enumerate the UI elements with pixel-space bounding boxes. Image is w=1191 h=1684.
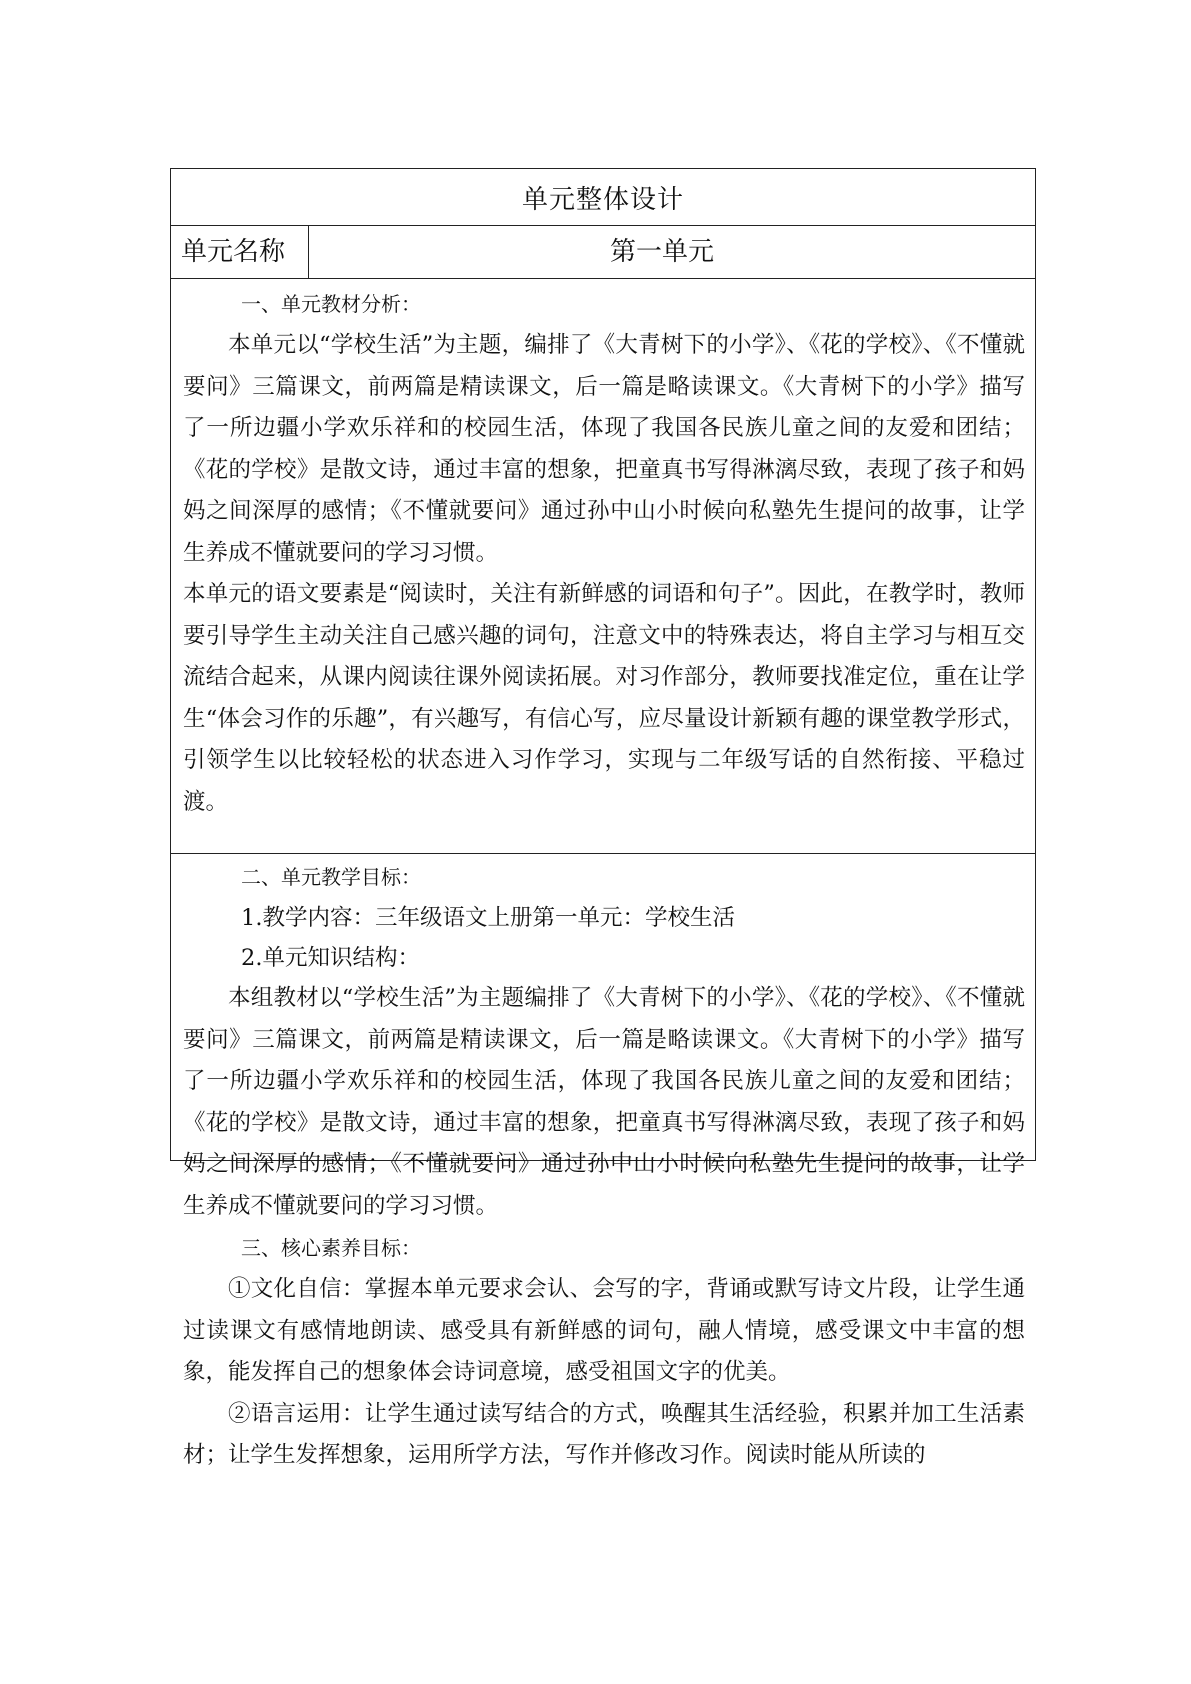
section3-paragraph-2: ②语言运用：让学生通过读写结合的方式，唤醒其生活经验，积累并加工生活素材；让学生发挥想象，运用所学方法，写作并修改习作。阅读时能从所读的 [183,1400,1025,1468]
section3-heading: 三、核心素养目标： [241,1236,421,1260]
textbook-analysis-section [171,279,1035,854]
section2-item-1: 1.教学内容：三年级语文上册第一单元：学校生活 [241,905,735,931]
unit-name-value: 第一单元 [609,237,714,267]
teaching-goals-section [171,854,1035,1477]
section1-paragraph-1: 本单元以“学校生活”为主题，编排了《大青树下的小学》、《花的学校》、《不懂就要问》三篇课文，前两篇是精读课文，后一篇是略读课文。《大青树下的小学》描写了一所边疆小学欢乐祥和的校园生活，体现了我国各民族儿童之间的友爱和团结；《花的学校》是散文诗，通过丰富的想象，把童真书写得淋漓尽致，表现了孩子和妈妈之间深厚的感情；《不懂就要问》通过孙中山小时候向私塾先生提问的故事，让学生养成不懂就要问的学习习惯。 [183,332,1025,566]
section2-heading: 二、单元教学目标： [241,865,421,889]
section1-heading: 一、单元教材分析： [241,292,421,316]
section2-item-2: 2.单元知识结构： [241,945,420,971]
table-title: 单元整体设计 [171,169,1035,226]
section3-paragraph-1: ①文化自信：掌握本单元要求会认、会写的字，背诵或默写诗文片段，让学生通过读课文有感情地朗读、感受具有新鲜感的词句，融人情境，感受课文中丰富的想象，能发挥自己的想象体会诗词意境，感受祖国文字的优美。 [183,1276,1025,1385]
unit-design-table [170,168,1036,1468]
section2-paragraph-1: 本组教材以“学校生活”为主题编排了《大青树下的小学》、《花的学校》、《不懂就要问》三篇课文，前两篇是精读课文，后一篇是略读课文。《大青树下的小学》描写了一所边疆小学欢乐祥和的校园生活，体现了我国各民族儿童之间的友爱和团结；《花的学校》是散文诗，通过丰富的想象，把童真书写得淋漓尽致，表现了孩子和妈妈之间深厚的感情；《不懂就要问》通过孙中山小时候向私塾先生提问的故事，让学生养成不懂就要问的学习习惯。 [183,985,1025,1219]
unit-name-label: 单元名称 [171,226,309,278]
section1-paragraph-2: 本单元的语文要素是“阅读时，关注有新鲜感的词语和句子”。因此，在教学时，教师要引导学生主动关注自己感兴趣的词句，注意文中的特殊表达，将自主学习与相互交流结合起来，从课内阅读往课外阅读拓展。对习作部分，教师要找准定位，重在让学生“体会习作的乐趣”，有兴趣写，有信心写，应尽量设计新颖有趣的课堂教学形式，引领学生以比较轻松的状态进入习作学习，实现与二年级写话的自然衔接、平稳过渡。 [183,581,1025,815]
unit-name-row [171,226,1035,279]
